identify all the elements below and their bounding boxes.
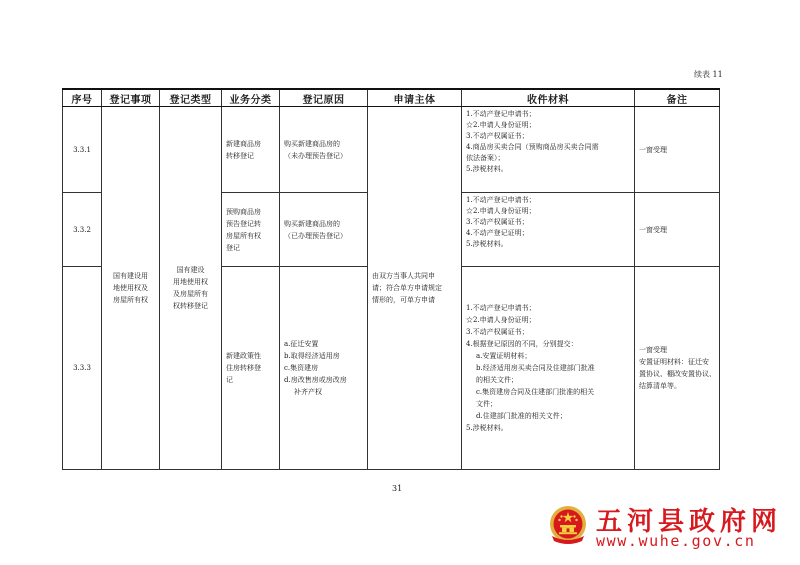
row-id-cell: 3.3.2 [63, 193, 102, 267]
page-number: 31 [392, 484, 403, 493]
registration-table [62, 88, 720, 470]
category-cell: 新建商品房 转移登记 [222, 107, 280, 193]
national-emblem-icon[interactable] [546, 503, 590, 547]
remarks-cell: 一窗受理 [635, 107, 720, 193]
header-cell: 申请主体 [368, 89, 462, 107]
registration-type-cell: 国有建设 用地使用权 及房屋所有 权转移登记 [160, 107, 222, 470]
header-cell: 业务分类 [222, 89, 280, 107]
table-row [63, 107, 720, 193]
applicant-cell: 由双方当事人共同申 请；符合单方申请规定 情形的，可单方申请 [368, 107, 462, 470]
header-cell: 序号 [63, 89, 102, 107]
materials-cell: 1.不动产登记申请书； ☆2.申请人身份证明； 3.不动产权属证书； 4.根据登记原因的不同，分别提交： a.安置证明材料； b.经济适用房买卖合同及住建部门批准 的相关文件； c.集资建房合同及住建部门批准的相关 文件； d.住建部门批准的相关文件； 5.涉税材料。 [462, 267, 635, 470]
header-cell: 收件材料 [462, 89, 635, 107]
remarks-cell: 一窗受理 安置证明材料：征迁安 置协议、棚改安置协议、 结算清单等。 [635, 267, 720, 470]
brand-url[interactable]: www.wuhe.gov.cn [596, 532, 756, 550]
remarks-cell: 一窗受理 [635, 193, 720, 267]
row-id-cell: 3.3.3 [63, 267, 102, 470]
reason-cell: a.征迁安置 b.取得经济适用房 c.集资建房 d.房改售房或房改房 补齐产权 [280, 267, 368, 470]
category-cell: 预购商品房 预告登记转 房屋所有权 登记 [222, 193, 280, 267]
header-row [63, 89, 720, 107]
registration-item-cell: 国有建设用 地使用权及 房屋所有权 [102, 107, 160, 470]
reason-cell: 购买新建商品房的 （未办理预告登记） [280, 107, 368, 193]
header-cell: 登记事项 [102, 89, 160, 107]
reason-cell: 购买新建商品房的 （已办理预告登记） [280, 193, 368, 267]
header-cell: 登记原因 [280, 89, 368, 107]
header-cell: 登记类型 [160, 89, 222, 107]
continuation-label: 续表 11 [694, 70, 723, 79]
materials-cell: 1.不动产登记申请书； ☆2.申请人身份证明； 3.不动产权属证书； 4.不动产登记证明； 5.涉税材料。 [462, 193, 635, 267]
brand-name[interactable]: 五河县政府网 [596, 507, 783, 537]
row-id-cell: 3.3.1 [63, 107, 102, 193]
header-cell: 备注 [635, 89, 720, 107]
materials-cell: 1.不动产登记申请书； ☆2.申请人身份证明； 3.不动产权属证书； 4.商品房买卖合同（预购商品房买卖合同需 依法备案）； 5.涉税材料。 [462, 107, 635, 193]
category-cell: 新建政策性 住房转移登 记 [222, 267, 280, 470]
